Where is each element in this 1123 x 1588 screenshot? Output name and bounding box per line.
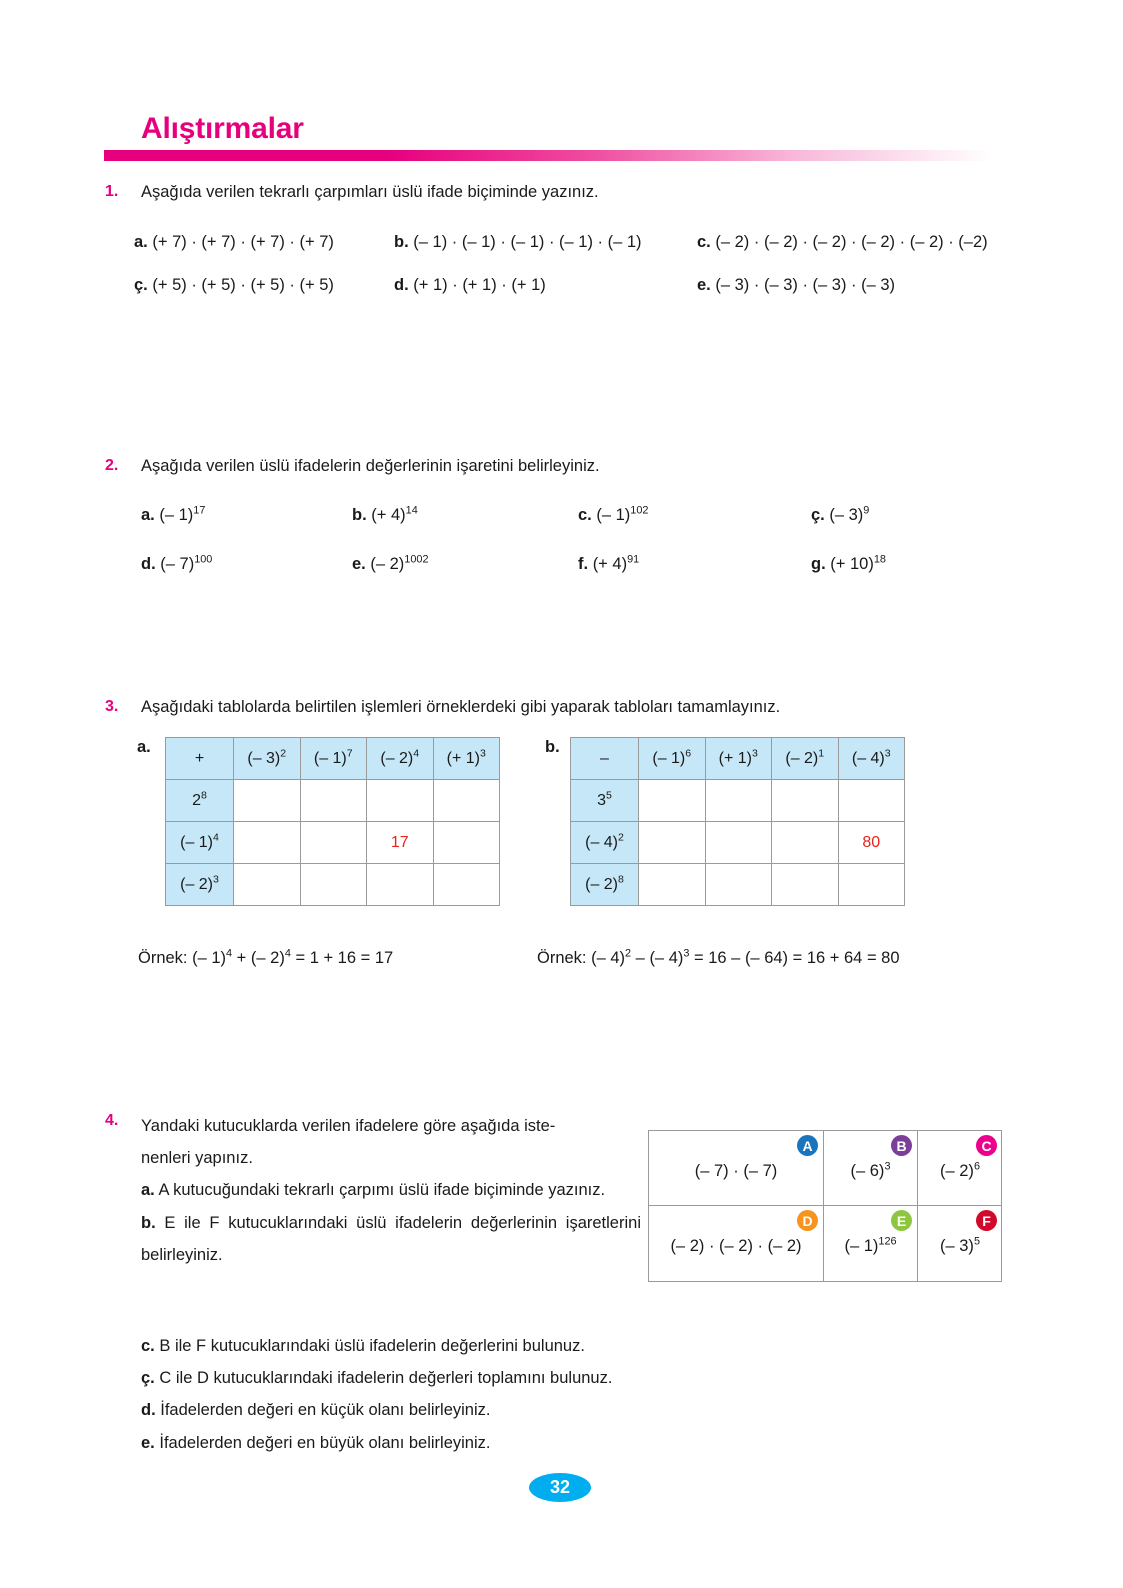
item-label: g.	[811, 555, 826, 573]
box-badge-a-icon: A	[797, 1135, 818, 1156]
box-exponent: 6	[973, 1160, 980, 1172]
item-text: (– 2) · (– 2) · (– 2) · (– 2) · (– 2) · (–2)	[715, 233, 988, 251]
item-exponent: 14	[405, 504, 418, 517]
table-a-cell-r2c2[interactable]	[300, 822, 367, 864]
col-exponent: 3	[479, 747, 486, 760]
item-label: f.	[578, 555, 589, 573]
col-exponent: 4	[413, 747, 420, 760]
box-base: (– 6)	[850, 1161, 885, 1180]
item-base: (+ 4)	[371, 506, 406, 524]
box-exponent: 3	[884, 1160, 891, 1172]
item-text: E ile F kutucuklarındaki üslü ifadelerin değerlerinin işaretlerini belirleyiniz.	[141, 1213, 641, 1264]
box-base: (– 2)	[940, 1161, 974, 1180]
table-b-label: b.	[545, 738, 560, 756]
item-text: İfadelerden değeri en büyük olanı belirleyiniz.	[159, 1433, 491, 1452]
item-base: (– 2)	[370, 555, 405, 573]
table-b-cell-r3c2[interactable]	[705, 864, 772, 906]
table-a-col-4	[433, 738, 500, 780]
box-a-expression	[695, 1162, 778, 1181]
table-a-cell-r1c2[interactable]	[300, 780, 367, 822]
table-a-row-2-head	[166, 822, 234, 864]
item-base: (– 3)	[829, 506, 864, 524]
exercise-3-prompt: Aşağıdaki tablolarda belirtilen işlemleri örneklerdeki gibi yaparak tabloları tamamlayınız.	[141, 698, 781, 716]
item-text: (+ 5) · (+ 5) · (+ 5) · (+ 5)	[152, 276, 334, 294]
exercise-1-item-a	[134, 233, 334, 252]
col-base: (+ 1)	[718, 749, 752, 767]
table-a-cell-r3c4[interactable]	[433, 864, 500, 906]
item-exponent: 9	[863, 504, 870, 517]
item-label: ç.	[141, 1369, 155, 1388]
item-base: (– 1)	[596, 506, 631, 524]
table-b-cell-r1c1[interactable]	[639, 780, 706, 822]
col-base: (– 1)	[313, 749, 347, 767]
table-a-cell-r2c3[interactable]: 17	[367, 822, 434, 864]
item-label: ç.	[811, 506, 825, 524]
item-label: d.	[141, 555, 156, 573]
exercise-4-number: 4.	[105, 1112, 119, 1129]
exercise-2-item-c-cedilla	[811, 506, 869, 525]
table-b-cell-r3c3[interactable]	[772, 864, 839, 906]
box-badge-c-icon: C	[976, 1135, 997, 1156]
item-base: (– 1)	[159, 506, 194, 524]
item-label: e.	[697, 276, 711, 294]
exercise-4-item-c	[141, 1330, 701, 1362]
row-base: (– 2)	[585, 875, 619, 893]
item-text: B ile F kutucuklarındaki üslü ifadelerin değerlerini bulunuz.	[159, 1337, 585, 1355]
table-row	[166, 780, 500, 822]
table-b-cell-r2c3[interactable]	[772, 822, 839, 864]
box-base: (– 3)	[940, 1237, 974, 1255]
col-base: (– 4)	[851, 749, 885, 767]
expression-box-a[interactable]	[649, 1131, 824, 1206]
item-label: d.	[394, 276, 409, 294]
table-row	[166, 738, 500, 780]
table-a-example: Örnek: (– 1)$^4$ + (– 2)$^4$ = 1 + 16 = 17	[138, 947, 394, 967]
table-b-cell-r2c2[interactable]	[705, 822, 772, 864]
table-row	[571, 738, 905, 780]
item-label: a.	[134, 233, 148, 251]
exercise-1-number: 1.	[105, 183, 119, 200]
col-base: (+ 1)	[446, 749, 480, 767]
item-text: (+ 1) · (+ 1) · (+ 1)	[413, 276, 546, 294]
example-exponent: 4	[226, 947, 233, 960]
table-b-example: Örnek: (– 4)$^2$ – (– 4)$^3$ = 16 – (– 64) = 16 + 64 = 80	[537, 947, 900, 967]
header-divider	[104, 150, 992, 161]
example-exponent: 2	[625, 947, 632, 960]
row-exponent: 5	[606, 789, 612, 802]
table-b-cell-r2c1[interactable]	[639, 822, 706, 864]
table-a-operator: +	[166, 738, 234, 780]
col-exponent: 1	[818, 747, 825, 760]
exercise-2-item-c	[578, 506, 648, 525]
exercise-4-item-c-cedilla	[141, 1362, 701, 1394]
item-base: (+ 4)	[592, 555, 628, 573]
item-text: İfadelerden değeri en küçük olanı belirleyiniz.	[160, 1401, 491, 1420]
box-badge-b-icon: B	[891, 1135, 912, 1156]
col-exponent: 3	[884, 747, 891, 760]
table-b	[570, 737, 905, 906]
item-label: c.	[578, 506, 592, 524]
table-b-cell-r1c3[interactable]	[772, 780, 839, 822]
row-exponent: 2	[618, 831, 624, 844]
exercise-1-item-b	[394, 233, 642, 252]
exercise-4-item-a	[141, 1174, 641, 1206]
box-exponent: 5	[973, 1235, 980, 1248]
item-exponent: 17	[193, 504, 206, 517]
col-exponent: 7	[346, 747, 353, 760]
table-b-col-2	[705, 738, 772, 780]
table-b-col-4	[838, 738, 905, 780]
table-a-label: a.	[137, 738, 151, 756]
expression-box-f[interactable]	[918, 1206, 1002, 1281]
table-a-cell-r1c3[interactable]	[367, 780, 434, 822]
table-b-cell-r2c4[interactable]: 80	[838, 822, 905, 864]
item-text: (– 3) · (– 3) · (– 3) · (– 3)	[715, 276, 896, 294]
box-badge-e-icon: E	[891, 1210, 912, 1231]
page-number-badge: 32	[529, 1473, 591, 1502]
item-exponent: 91	[627, 553, 640, 566]
example-exponent: 3	[683, 947, 690, 960]
table-b-col-3	[772, 738, 839, 780]
table-a-col-1	[234, 738, 301, 780]
table-b-cell-r3c1[interactable]	[639, 864, 706, 906]
exercise-2-item-g	[811, 555, 886, 574]
exercise-1-item-c-cedilla	[134, 276, 334, 295]
row-exponent: 8	[618, 873, 624, 886]
table-a-row-1-head	[166, 780, 234, 822]
exercise-1-prompt: Aşağıda verilen tekrarlı çarpımları üslü ifade biçiminde yazınız.	[141, 183, 599, 201]
item-label: c.	[697, 233, 711, 251]
exercise-4-prompt-line-1: Yandaki kutucuklarda verilen ifadelere göre aşağıda iste-	[141, 1117, 556, 1135]
page-title: Alıştırmalar	[141, 112, 304, 145]
exercise-4-body	[141, 1110, 641, 1271]
box-base: (– 7) · (– 7)	[694, 1161, 778, 1180]
table-b-row-2-head	[571, 822, 639, 864]
row-base: 3	[597, 791, 607, 809]
item-label: b.	[394, 233, 409, 251]
item-label: d.	[141, 1401, 156, 1420]
exercise-2-item-a	[141, 506, 205, 525]
exercise-1-item-d	[394, 276, 546, 295]
exercise-1-item-e	[697, 276, 895, 295]
table-a-cell-r1c4[interactable]	[433, 780, 500, 822]
table-row	[571, 780, 905, 822]
col-base: (– 2)	[380, 749, 414, 767]
box-base: (– 1)	[844, 1237, 879, 1255]
example-exponent: 4	[284, 947, 291, 960]
box-exponent: 126	[878, 1235, 897, 1248]
item-label: a.	[141, 1181, 155, 1200]
row-base: 2	[192, 791, 202, 809]
item-label: ç.	[134, 276, 148, 294]
item-text: C ile D kutucuklarındaki ifadelerin değerleri toplamını bulunuz.	[159, 1369, 613, 1388]
table-row	[571, 822, 905, 864]
expression-box-c[interactable]	[918, 1131, 1002, 1206]
table-b-col-1	[639, 738, 706, 780]
table-b-operator: –	[571, 738, 639, 780]
item-exponent: 100	[194, 553, 213, 566]
box-d-expression	[670, 1237, 801, 1256]
table-a	[165, 737, 500, 906]
table-a-cell-r3c3[interactable]	[367, 864, 434, 906]
item-label: e.	[141, 1433, 155, 1452]
exercise-2-item-d	[141, 555, 212, 574]
expression-box-b[interactable]	[824, 1131, 918, 1206]
item-label: a.	[141, 506, 155, 524]
item-label: b.	[141, 1213, 156, 1232]
table-row	[166, 822, 500, 864]
col-base: (– 1)	[652, 749, 686, 767]
row-exponent: 3	[213, 873, 219, 886]
box-e-expression	[844, 1237, 896, 1256]
row-exponent: 4	[213, 831, 219, 844]
table-b-row-1-head	[571, 780, 639, 822]
exercise-4-prompt-line-2: nenleri yapınız.	[141, 1149, 253, 1168]
exercise-2-number: 2.	[105, 457, 119, 474]
table-a-cell-r3c2[interactable]	[300, 864, 367, 906]
table-a-cell-r3c1[interactable]	[234, 864, 301, 906]
table-a-cell-r2c1[interactable]	[234, 822, 301, 864]
row-base: (– 4)	[585, 833, 619, 851]
table-row	[166, 864, 500, 906]
exercise-2-prompt: Aşağıda verilen üslü ifadelerin değerlerinin işaretini belirleyiniz.	[141, 457, 600, 475]
item-base: (– 7)	[160, 555, 195, 573]
col-base: (– 2)	[785, 749, 819, 767]
box-b-expression	[851, 1162, 891, 1181]
table-b-row-3-head	[571, 864, 639, 906]
item-label: c.	[141, 1337, 155, 1355]
table-b-cell-r3c4[interactable]	[838, 864, 905, 906]
row-exponent: 8	[201, 789, 207, 802]
table-b-cell-r1c2[interactable]	[705, 780, 772, 822]
table-a-row-3-head	[166, 864, 234, 906]
row-base: (– 1)	[180, 833, 214, 851]
box-base: (– 2) · (– 2) · (– 2)	[670, 1237, 802, 1255]
box-f-expression	[940, 1237, 980, 1256]
table-a-cell-r1c1[interactable]	[234, 780, 301, 822]
col-exponent: 6	[685, 747, 692, 760]
exercise-3-number: 3.	[105, 698, 119, 715]
box-badge-d-icon: D	[797, 1210, 818, 1231]
item-exponent: 102	[630, 504, 649, 517]
item-label: e.	[352, 555, 366, 573]
item-text: (– 1) · (– 1) · (– 1) · (– 1) · (– 1)	[413, 233, 642, 251]
item-label: b.	[352, 506, 367, 524]
item-exponent: 1002	[404, 553, 429, 566]
box-badge-f-icon: F	[976, 1210, 997, 1231]
table-a-cell-r2c4[interactable]	[433, 822, 500, 864]
table-a-col-2	[300, 738, 367, 780]
exercise-2-item-f	[578, 555, 639, 574]
table-row	[571, 864, 905, 906]
exercise-2-item-e	[352, 555, 429, 574]
exercise-4-item-d	[141, 1394, 701, 1426]
table-a-col-3	[367, 738, 434, 780]
box-c-expression	[940, 1162, 980, 1181]
exercise-1-item-c	[697, 233, 988, 252]
exercise-4-body-continued	[141, 1330, 701, 1459]
exercise-4-item-b	[141, 1207, 641, 1271]
col-exponent: 3	[751, 747, 758, 760]
exercise-4-item-e	[141, 1427, 701, 1459]
item-text: (+ 7) · (+ 7) · (+ 7) · (+ 7)	[152, 233, 334, 251]
table-b-cell-r1c4[interactable]	[838, 780, 905, 822]
expression-box-e[interactable]	[824, 1206, 918, 1281]
col-exponent: 2	[280, 747, 287, 760]
item-base: (+ 10)	[830, 555, 874, 573]
expression-box-grid	[648, 1130, 1002, 1282]
item-exponent: 18	[873, 553, 886, 566]
expression-box-d[interactable]	[649, 1206, 824, 1281]
exercise-2-item-b	[352, 506, 418, 525]
item-text: A kutucuğundaki tekrarlı çarpımı üslü ifade biçiminde yazınız.	[158, 1181, 606, 1200]
row-base: (– 2)	[180, 875, 214, 893]
col-base: (– 3)	[247, 749, 281, 767]
